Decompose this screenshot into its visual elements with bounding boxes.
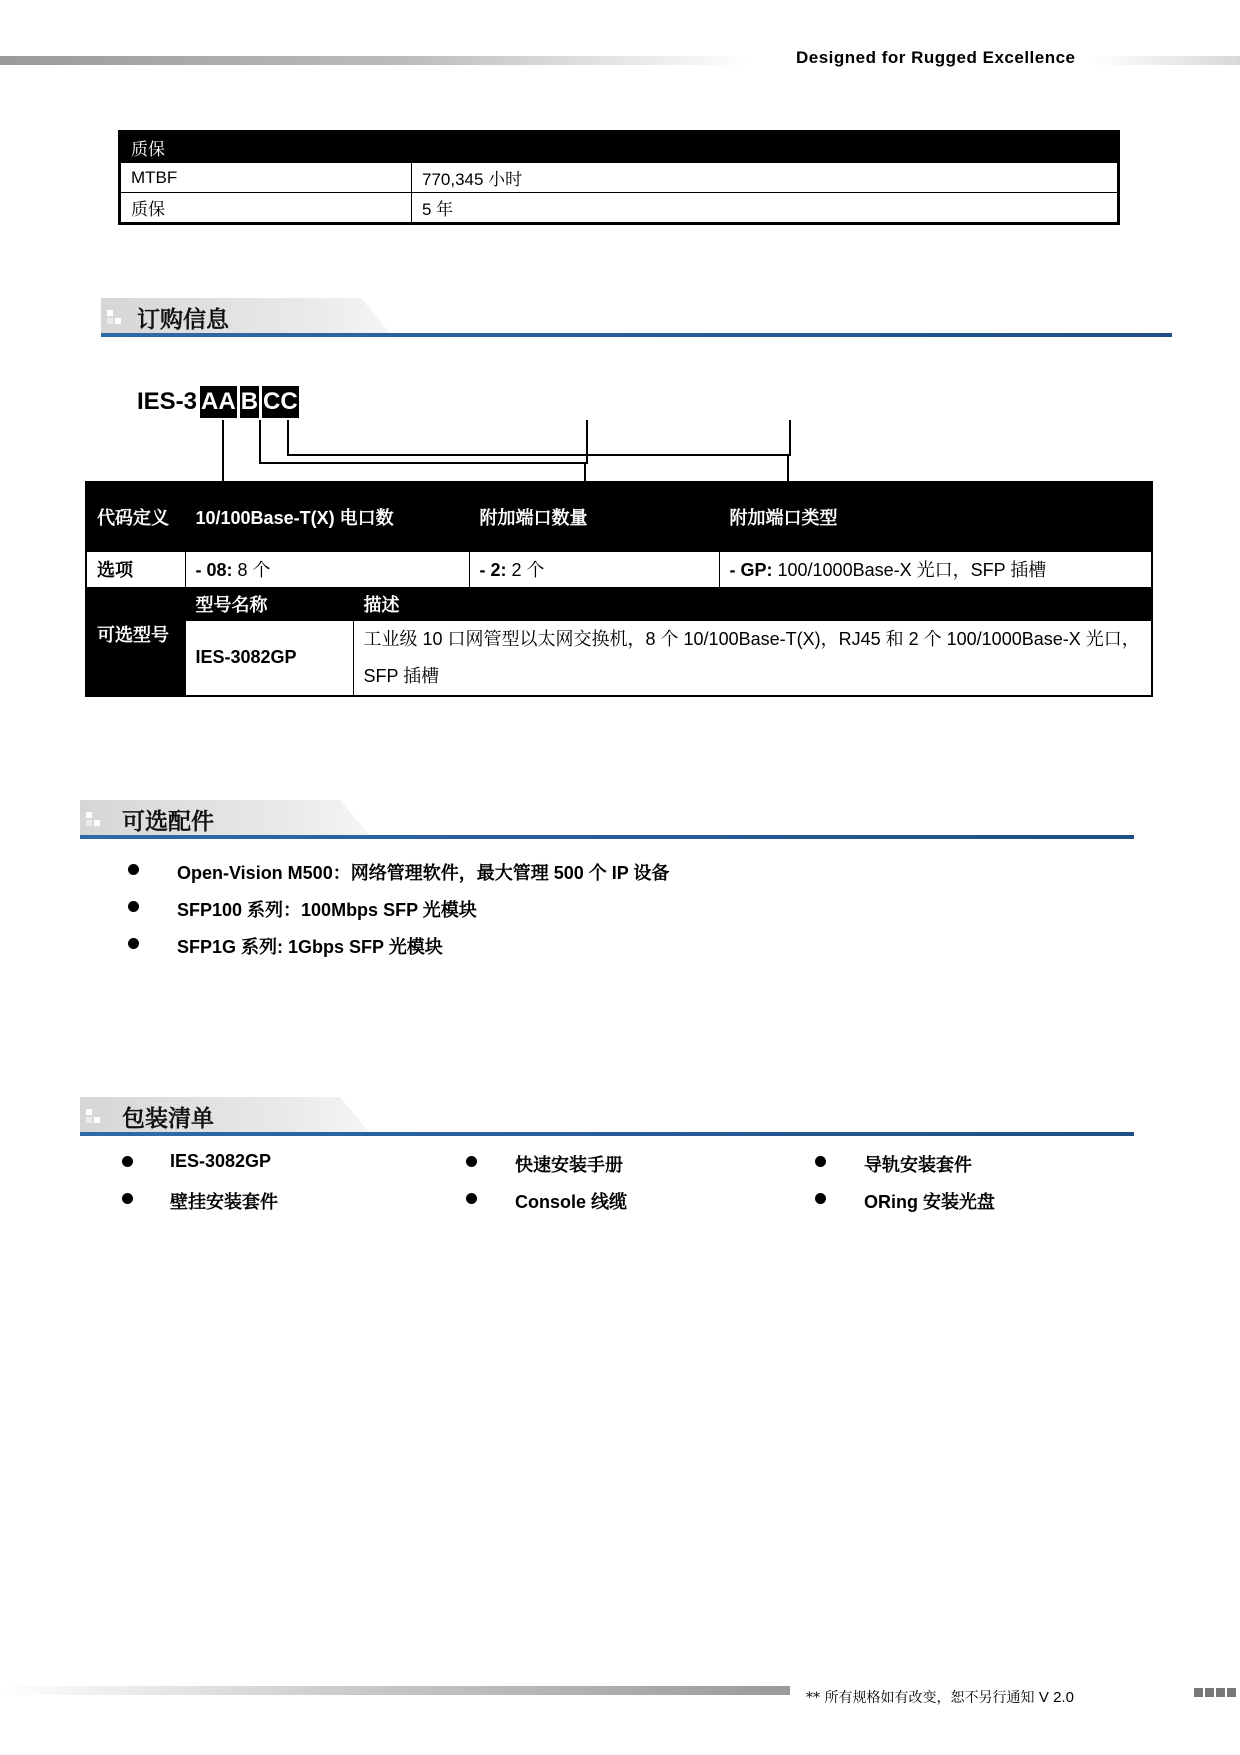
connector-line (222, 420, 224, 482)
connector-line (584, 462, 586, 482)
warranty-table-title: 质保 (120, 132, 1119, 163)
code-def-label: 代码定义 (86, 482, 185, 551)
options-label: 选项 (86, 551, 185, 587)
list-item: SFP100 系列：100Mbps SFP 光模块 (177, 900, 477, 920)
section-underline (80, 835, 1134, 839)
bullet-icon (122, 1156, 133, 1167)
ordering-table (85, 481, 1153, 697)
section-header-accessories (80, 800, 1134, 836)
bullet-icon (128, 864, 139, 875)
section-squares-icon (107, 310, 121, 324)
section-squares-icon (86, 1109, 100, 1123)
list-item: ORing 安装光盘 (864, 1192, 995, 1212)
bullet-icon (122, 1193, 133, 1204)
row-value: 770,345 小时 (412, 163, 1119, 193)
col-header-extra-type: 附加端口类型 (719, 482, 1152, 551)
footer-note-text: 所有规格如有改变，恕不另行通知 (824, 1690, 1035, 1706)
header-tagline: Designed for Rugged Excellence (796, 48, 1076, 67)
section-header-package (80, 1097, 1134, 1133)
section-title: 订购信息 (137, 306, 229, 332)
option-ports: - 08: 8 个 (185, 551, 469, 587)
code-prefix: IES-3 (137, 388, 198, 415)
list-item: Open-Vision M500：网络管理软件，最大管理 500 个 IP 设备 (177, 863, 670, 883)
bullet-icon (128, 901, 139, 912)
table-row (86, 620, 1152, 696)
header-bar (0, 56, 750, 65)
connector-line (787, 454, 789, 482)
footer-square-icon (1216, 1688, 1225, 1697)
row-label: MTBF (120, 163, 412, 193)
model-name: IES-3082GP (185, 620, 353, 696)
table-row (86, 551, 1152, 587)
footer-note (806, 1687, 1074, 1707)
footer-bar (0, 1686, 790, 1695)
footer-square-icon (1227, 1688, 1236, 1697)
optional-models-label: 可选型号 (86, 587, 185, 696)
table-row (86, 482, 1152, 551)
code-part-cc: CC (262, 386, 299, 418)
list-item: Console 线缆 (515, 1192, 628, 1212)
row-label: 质保 (120, 193, 412, 224)
bullet-icon (815, 1156, 826, 1167)
section-squares-icon (86, 812, 100, 826)
section-title: 包装清单 (122, 1105, 214, 1131)
code-part-b: B (240, 386, 259, 418)
description-header: 描述 (353, 587, 1152, 620)
code-part-aa: AA (200, 386, 237, 418)
table-row (120, 163, 1119, 193)
header-bar-right (1090, 56, 1240, 65)
list-item: 快速安装手册 (515, 1155, 623, 1175)
footer-square-icon (1194, 1688, 1203, 1697)
footer-prefix: ** (806, 1690, 820, 1706)
table-row (120, 193, 1119, 224)
list-item: 导轨安装套件 (864, 1155, 972, 1175)
option-extra-count: - 2: 2 个 (469, 551, 719, 587)
row-value: 5 年 (412, 193, 1119, 224)
section-underline (101, 333, 1172, 337)
bullet-icon (815, 1193, 826, 1204)
footer-square-icon (1205, 1688, 1214, 1697)
list-item: SFP1G 系列: 1Gbps SFP 光模块 (177, 937, 443, 957)
model-code (137, 386, 299, 418)
footer-version: V 2.0 (1038, 1689, 1074, 1706)
warranty-table (118, 130, 1120, 225)
connector-line (287, 420, 791, 456)
model-name-header: 型号名称 (185, 587, 353, 620)
list-item: IES-3082GP (170, 1151, 272, 1171)
section-title: 可选配件 (122, 808, 214, 834)
bullet-icon (466, 1156, 477, 1167)
section-header-ordering (101, 298, 1172, 334)
model-description: 工业级 10 口网管型以太网交换机，8 个 10/100Base-T(X)，RJ45 和 2 个 100/1000Base-X 光口，SFP 插槽 (353, 620, 1152, 696)
col-header-ports: 10/100Base-T(X) 电口数 (185, 482, 469, 551)
bullet-icon (128, 938, 139, 949)
table-row (86, 587, 1152, 620)
option-extra-type: - GP: 100/1000Base-X 光口，SFP 插槽 (719, 551, 1152, 587)
col-header-extra-count: 附加端口数量 (469, 482, 719, 551)
list-item: 壁挂安装套件 (170, 1192, 278, 1212)
section-underline (80, 1132, 1134, 1136)
bullet-icon (466, 1193, 477, 1204)
